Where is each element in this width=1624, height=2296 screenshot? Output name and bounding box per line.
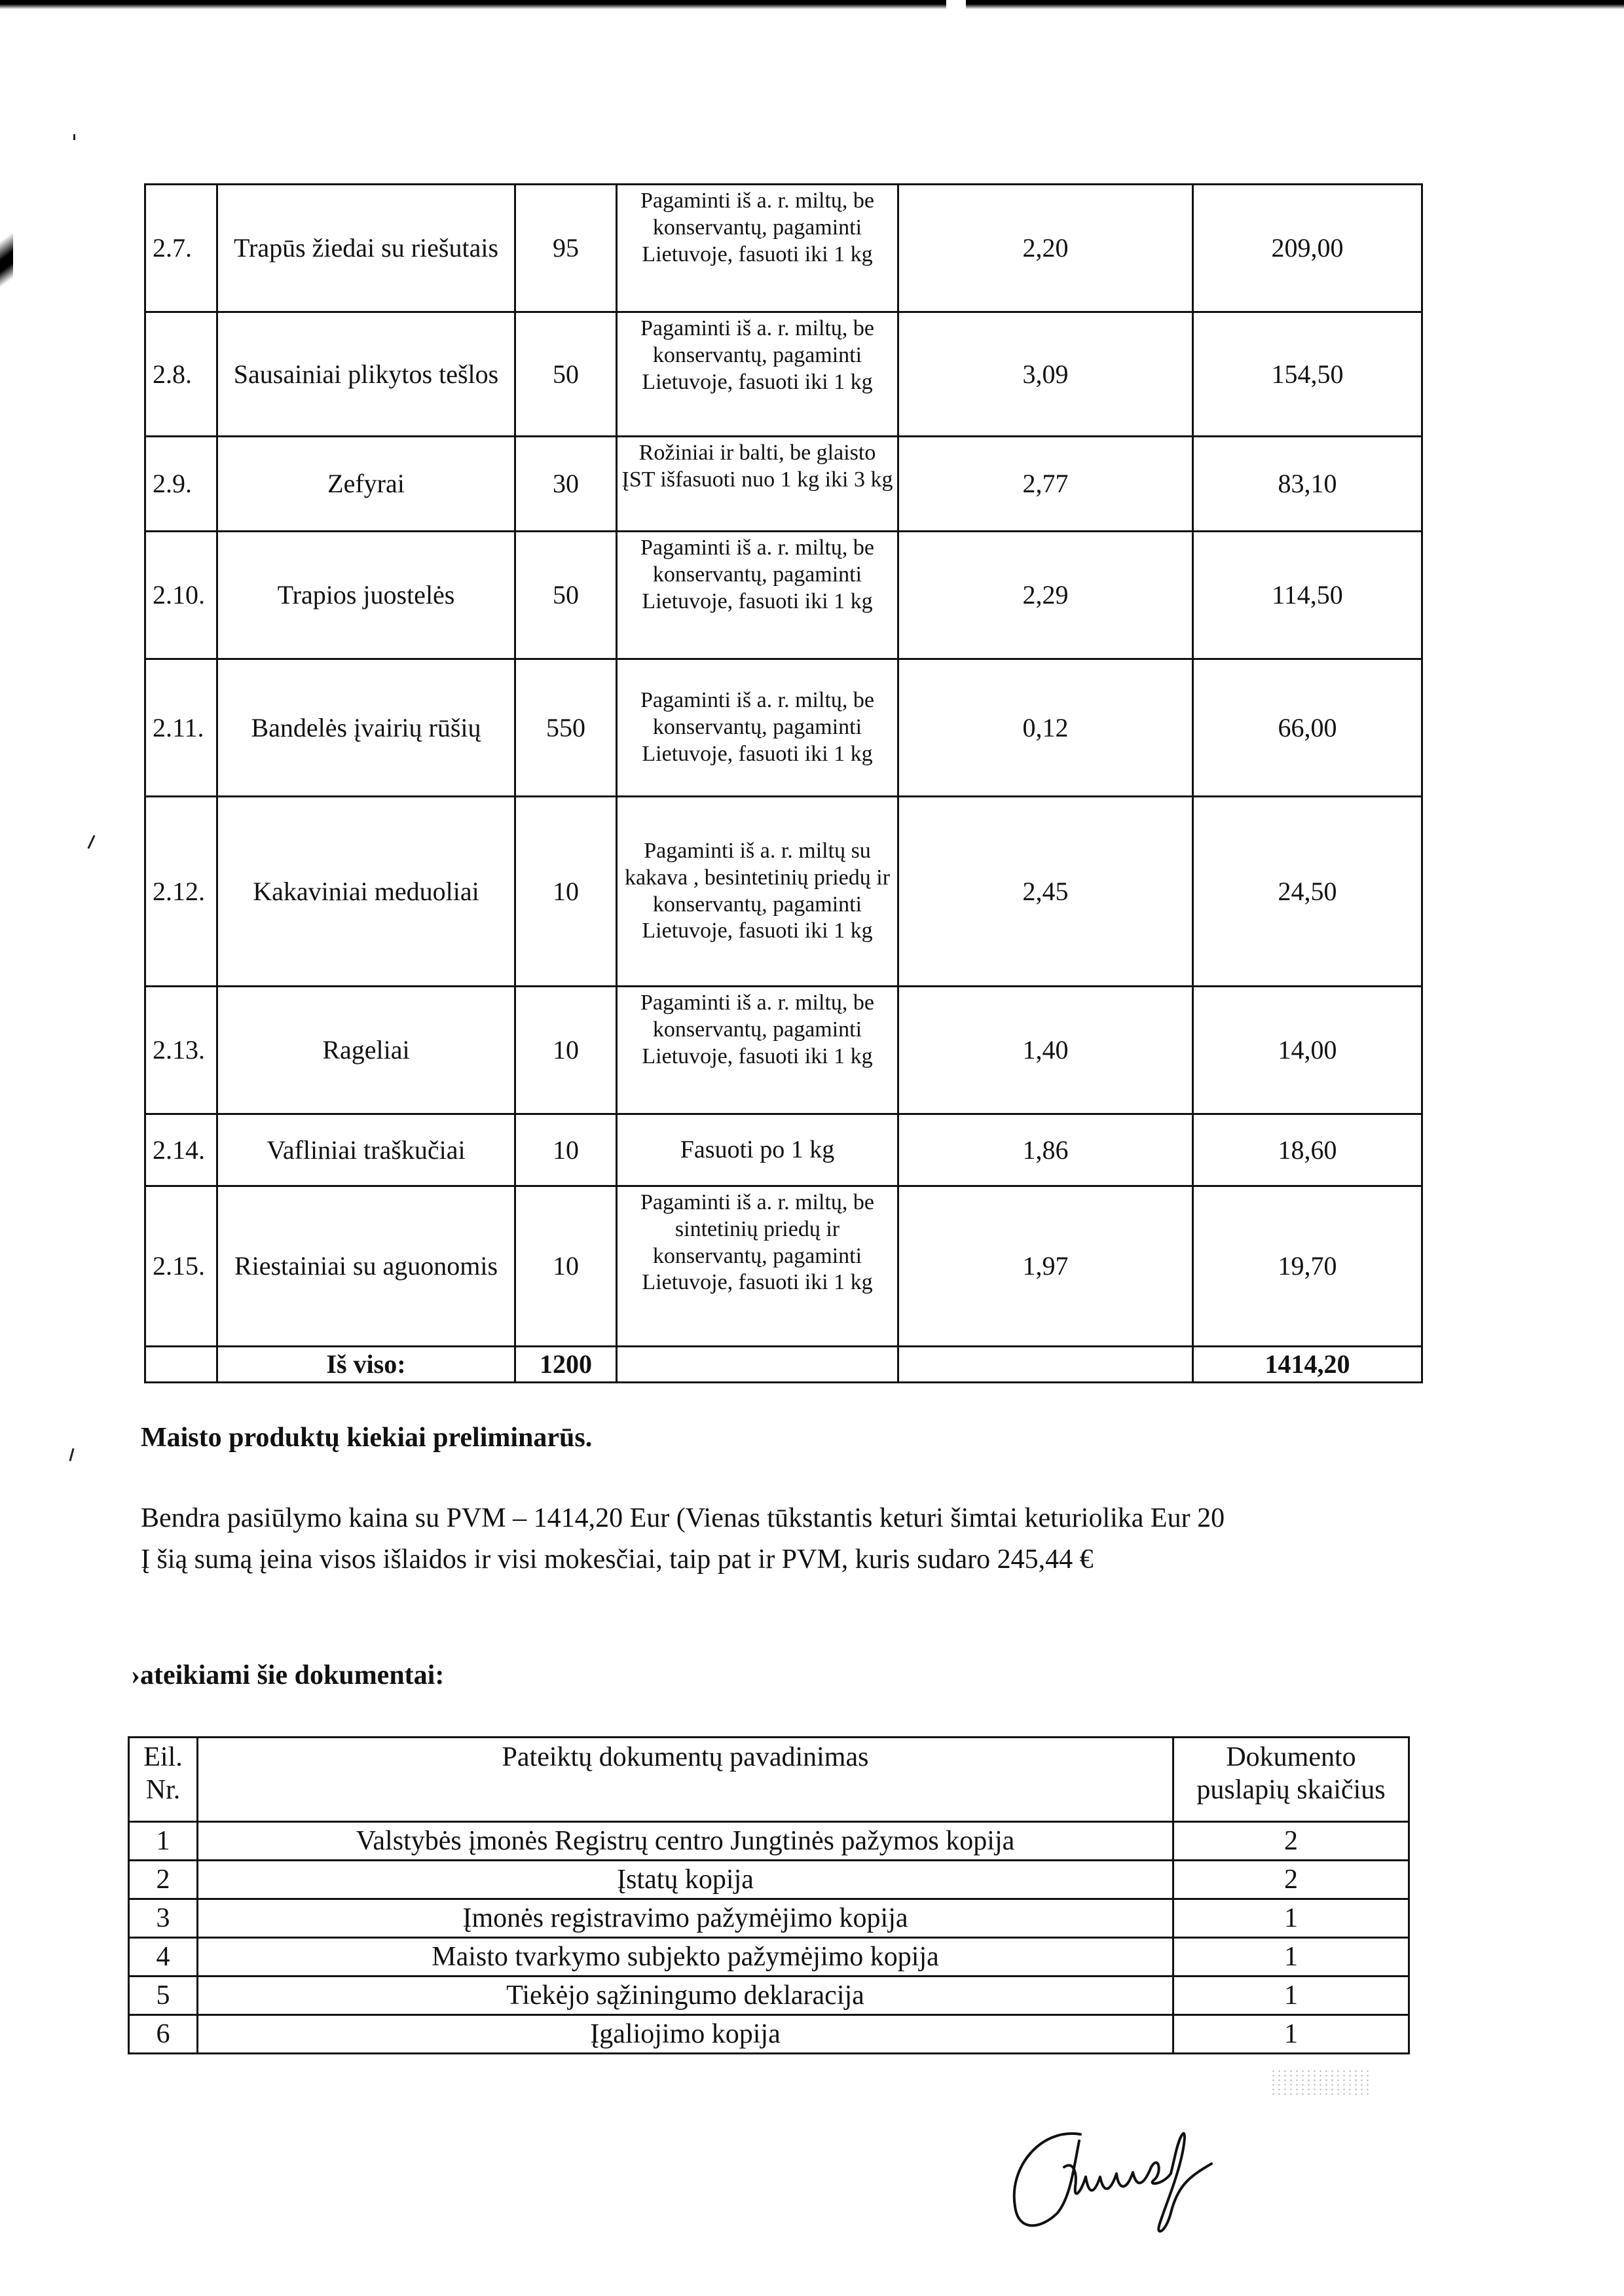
product-name: Riestainiai su aguonomis (217, 1186, 515, 1347)
document-name: Valstybės įmonės Registrų centro Jungtinės pažymos kopija (198, 1822, 1173, 1861)
scan-speck (87, 835, 95, 848)
product-description: Pagaminti iš a. r. miltų, be konservantų, pagaminti Lietuvoje, fasuoti iki 1 kg (617, 185, 898, 312)
product-description: Rožiniai ir balti, be glaisto ĮST išfasuoti nuo 1 kg iki 3 kg (617, 437, 898, 532)
table-row (145, 797, 1422, 987)
product-name: Trapios juostelės (217, 532, 515, 659)
row-number: 2.15. (145, 1186, 217, 1347)
document-nr: 5 (129, 1977, 198, 2015)
preliminary-quantities-note: Maisto produktų kiekiai preliminarūs. (141, 1423, 593, 1453)
document-pages: 1 (1173, 1977, 1409, 2015)
table-row (145, 185, 1422, 312)
grand-total: 1414,20 (1193, 1347, 1422, 1383)
document-name: Įmonės registravimo pažymėjimo kopija (198, 1899, 1173, 1938)
line-total: 83,10 (1193, 437, 1422, 532)
product-description: Pagaminti iš a. r. miltų, be konservantų, pagaminti Lietuvoje, fasuoti iki 1 kg (617, 659, 898, 797)
document-pages: 2 (1173, 1822, 1409, 1861)
document-row (129, 2015, 1409, 2054)
product-name: Vafliniai traškučiai (217, 1114, 515, 1186)
line-total: 209,00 (1193, 185, 1422, 312)
total-quantity: 1200 (515, 1347, 617, 1383)
handwritten-signature-icon (1002, 2115, 1277, 2246)
quantity: 95 (515, 185, 617, 312)
document-nr: 3 (129, 1899, 198, 1938)
document-name: Įgaliojimo kopija (198, 2015, 1173, 2054)
documents-table (128, 1736, 1410, 2054)
document-pages: 1 (1173, 2015, 1409, 2054)
table-row (145, 1186, 1422, 1347)
unit-price: 2,45 (898, 797, 1193, 987)
row-number: 2.14. (145, 1114, 217, 1186)
product-name: Rageliai (217, 987, 515, 1114)
unit-price: 2,20 (898, 185, 1193, 312)
table-row (145, 312, 1422, 437)
header-document-name: Pateiktų dokumentų pavadinimas (198, 1738, 1173, 1822)
scan-speck (73, 134, 75, 140)
unit-price: 1,86 (898, 1114, 1193, 1186)
unit-price: 2,77 (898, 437, 1193, 532)
document-nr: 6 (129, 2015, 198, 2054)
product-name: Trapūs žiedai su riešutais (217, 185, 515, 312)
line-total: 18,60 (1193, 1114, 1422, 1186)
quantity: 10 (515, 797, 617, 987)
products-table (144, 183, 1423, 1383)
product-description: Pagaminti iš a. r. miltų, be konservantų, pagaminti Lietuvoje, fasuoti iki 1 kg (617, 987, 898, 1114)
document-row (129, 1977, 1409, 2015)
document-pages: 2 (1173, 1861, 1409, 1899)
document-row (129, 1899, 1409, 1938)
scan-speck (69, 1448, 74, 1461)
product-description: Pagaminti iš a. r. miltų, be konservantų, pagaminti Lietuvoje, fasuoti iki 1 kg (617, 532, 898, 659)
line-total: 24,50 (1193, 797, 1422, 987)
unit-price: 1,40 (898, 987, 1193, 1114)
quantity: 50 (515, 532, 617, 659)
row-number: 2.10. (145, 532, 217, 659)
document-row (129, 1822, 1409, 1861)
documents-heading: ›ateikiami šie dokumentai: (131, 1660, 445, 1690)
product-description: Pagaminti iš a. r. miltų, be konservantų, pagaminti Lietuvoje, fasuoti iki 1 kg (617, 312, 898, 437)
total-row (145, 1347, 1422, 1383)
product-name: Bandelės įvairių rūšių (217, 659, 515, 797)
document-row (129, 1938, 1409, 1977)
document-nr: 4 (129, 1938, 198, 1977)
product-name: Zefyrai (217, 437, 515, 532)
total-label: Iš viso: (217, 1347, 515, 1383)
unit-price: 1,97 (898, 1186, 1193, 1347)
document-pages: 1 (1173, 1899, 1409, 1938)
unit-price: 2,29 (898, 532, 1193, 659)
table-row (145, 437, 1422, 532)
line-total: 114,50 (1193, 532, 1422, 659)
line-total: 154,50 (1193, 312, 1422, 437)
table-row (145, 659, 1422, 797)
tax-inclusion-statement: Į šią sumą įeina visos išlaidos ir visi mokesčiai, taip pat ir PVM, kuris sudaro 245,44 € (141, 1544, 1094, 1575)
header-nr: Eil. Nr. (129, 1738, 198, 1822)
scan-margin-mark (0, 213, 13, 290)
header-page-count: Dokumento puslapių skaičius (1173, 1738, 1409, 1822)
document-pages: 1 (1173, 1938, 1409, 1977)
empty-cell (617, 1347, 898, 1383)
document-name: Maisto tvarkymo subjekto pažymėjimo kopija (198, 1938, 1173, 1977)
table-row (145, 1114, 1422, 1186)
quantity: 30 (515, 437, 617, 532)
quantity: 550 (515, 659, 617, 797)
total-price-statement: Bendra pasiūlymo kaina su PVM – 1414,20 Eur (Vienas tūkstantis keturi šimtai keturiolika Eur 20 (141, 1503, 1225, 1533)
unit-price: 0,12 (898, 659, 1193, 797)
document-nr: 1 (129, 1822, 198, 1861)
document-name: Tiekėjo sąžiningumo deklaracija (198, 1977, 1173, 2015)
line-total: 66,00 (1193, 659, 1422, 797)
product-description: Fasuoti po 1 kg (617, 1114, 898, 1186)
faint-stamp-marks (1270, 2069, 1369, 2095)
product-name: Sausainiai plikytos tešlos (217, 312, 515, 437)
document-name: Įstatų kopija (198, 1861, 1173, 1899)
quantity: 50 (515, 312, 617, 437)
table-row (145, 532, 1422, 659)
row-number: 2.11. (145, 659, 217, 797)
row-number: 2.8. (145, 312, 217, 437)
row-number: 2.7. (145, 185, 217, 312)
quantity: 10 (515, 1114, 617, 1186)
product-description: Pagaminti iš a. r. miltų su kakava , besintetinių priedų ir konservantų, pagaminti Lietuvoje, fasuoti iki 1 kg (617, 797, 898, 987)
document-nr: 2 (129, 1861, 198, 1899)
product-description: Pagaminti iš a. r. miltų, be sintetinių priedų ir konservantų, pagaminti Lietuvoje, fasuoti iki 1 kg (617, 1186, 898, 1347)
document-row (129, 1861, 1409, 1899)
row-number: 2.9. (145, 437, 217, 532)
scan-edge-shadow (0, 0, 1624, 9)
empty-cell (145, 1347, 217, 1383)
table-row (145, 987, 1422, 1114)
empty-cell (898, 1347, 1193, 1383)
row-number: 2.13. (145, 987, 217, 1114)
line-total: 19,70 (1193, 1186, 1422, 1347)
row-number: 2.12. (145, 797, 217, 987)
unit-price: 3,09 (898, 312, 1193, 437)
quantity: 10 (515, 1186, 617, 1347)
quantity: 10 (515, 987, 617, 1114)
documents-header-row (129, 1738, 1409, 1822)
product-name: Kakaviniai meduoliai (217, 797, 515, 987)
line-total: 14,00 (1193, 987, 1422, 1114)
